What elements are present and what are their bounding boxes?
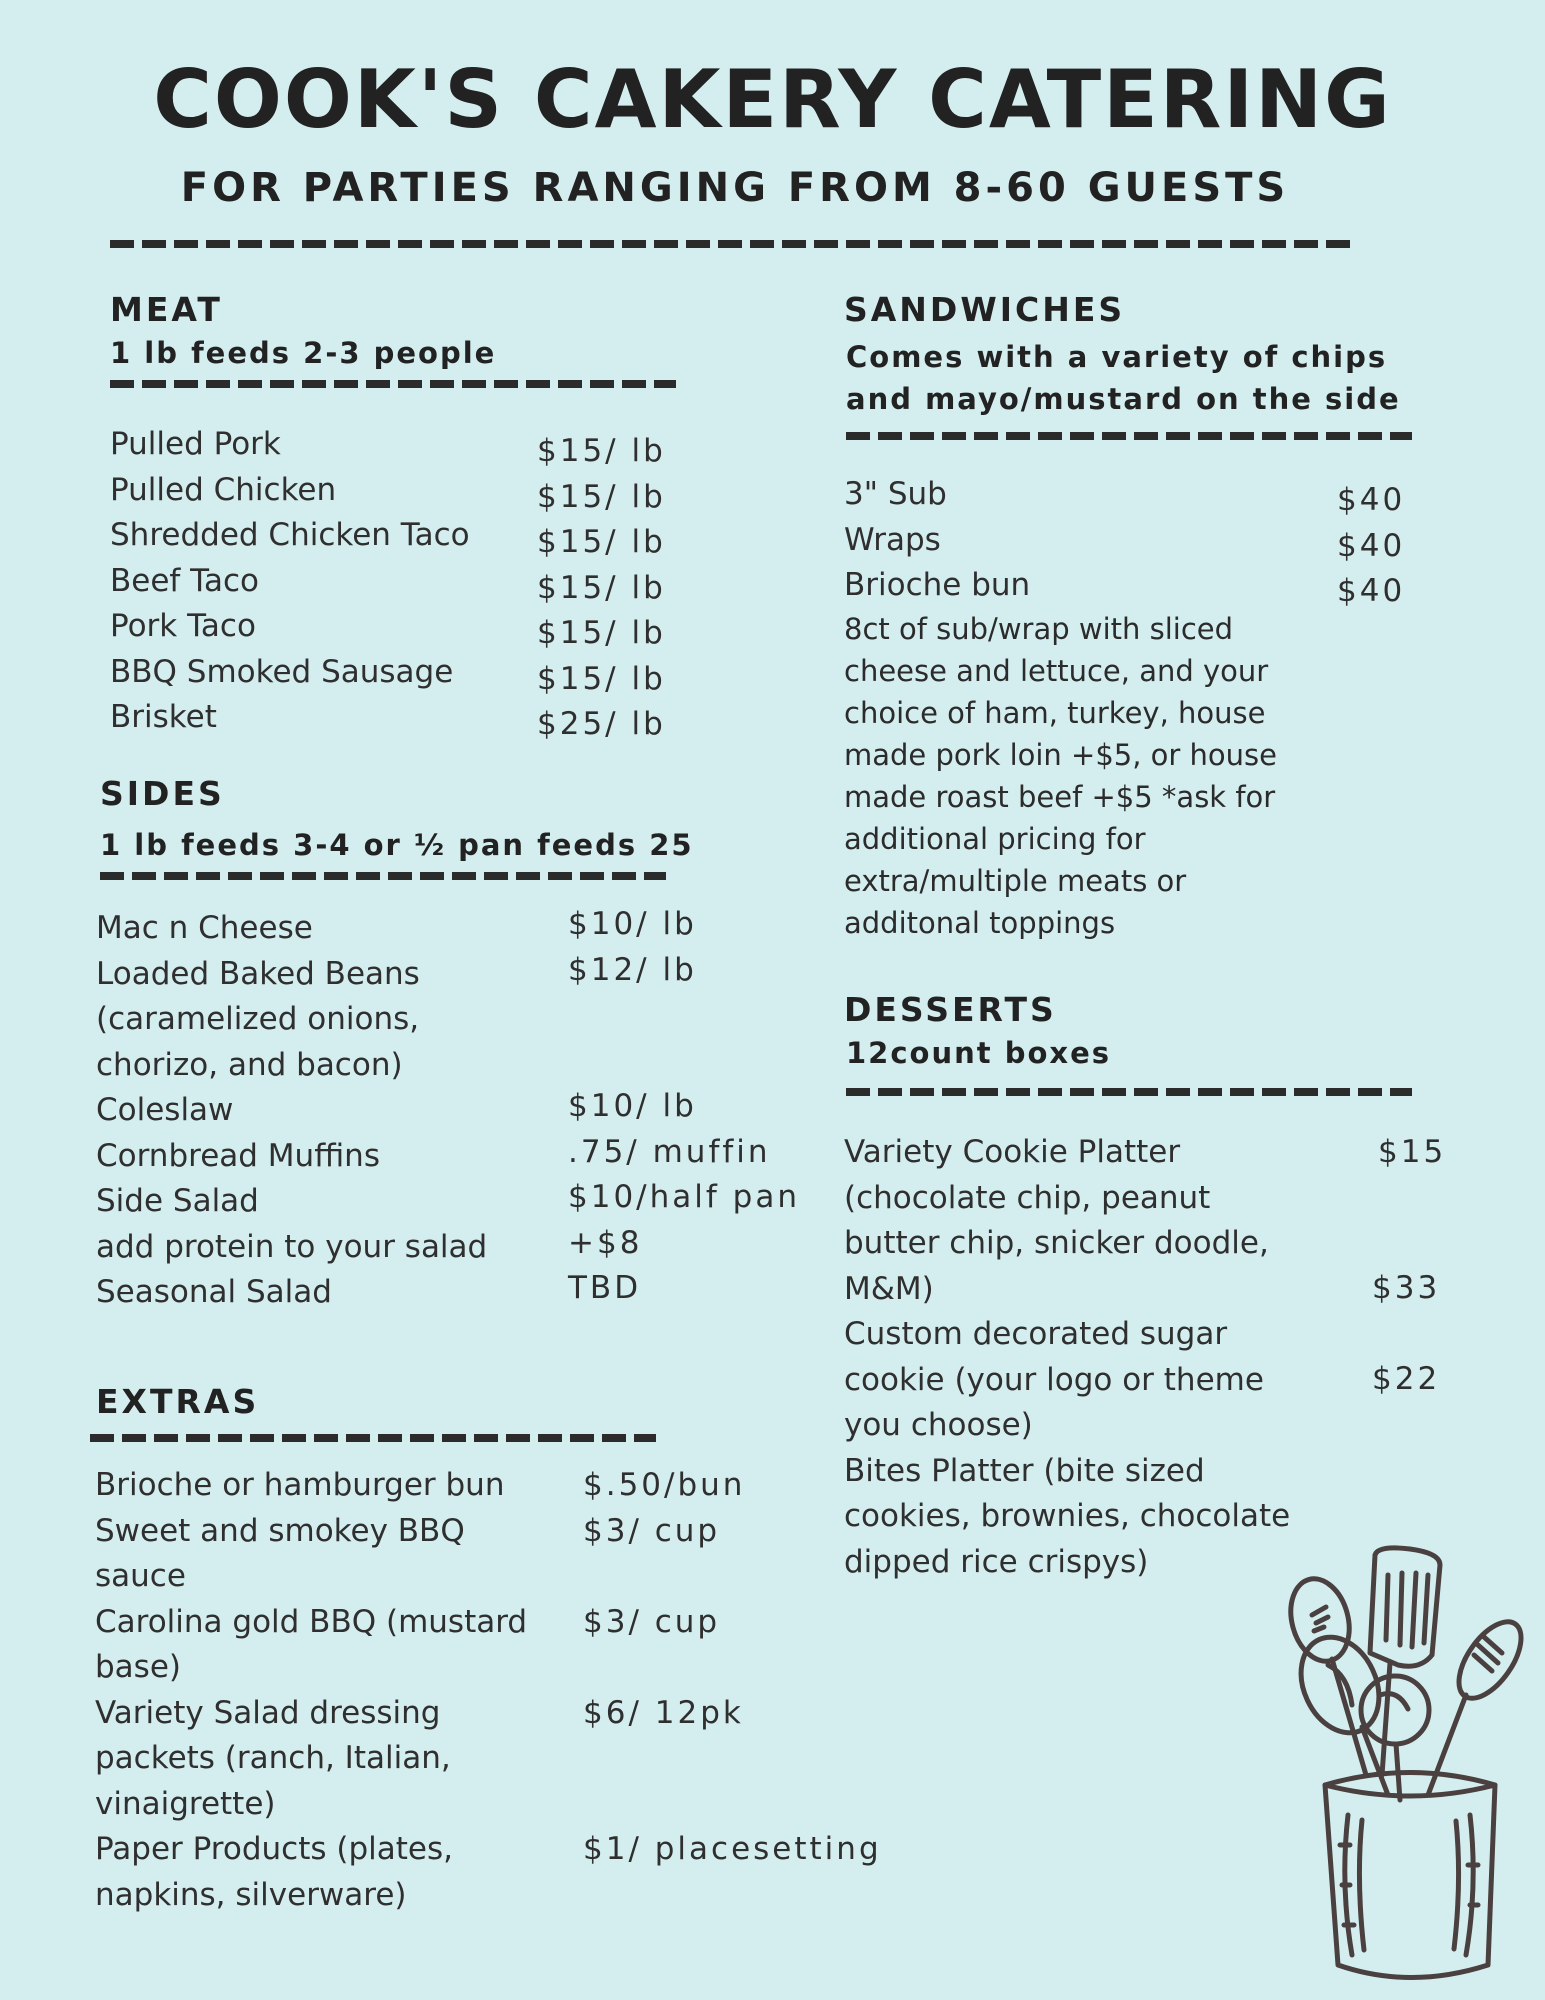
list-item (110, 695, 690, 741)
item-name: Carolina gold BBQ (mustard base) (95, 1603, 528, 1685)
item-name: Bites Platter (bite sized cookies, brownies, chocolate dipped rice crispys) (844, 1452, 1291, 1580)
item-price: $40 (1337, 527, 1406, 564)
item-price: $6/ 12pk (583, 1694, 744, 1731)
list-item (95, 1509, 895, 1600)
list-item (110, 559, 690, 605)
item-name: add protein to your salad (96, 1228, 488, 1265)
item-price: $10/ lb (568, 906, 697, 942)
extras-list (95, 1463, 895, 1918)
sides-heading: SIDES (100, 774, 225, 813)
item-name: 3" Sub (844, 476, 947, 512)
divider (846, 432, 1412, 440)
page-title: COOK'S CAKERY CATERING (153, 53, 1392, 146)
list-item (96, 1179, 816, 1225)
sandwiches-description: 8ct of sub/wrap with sliced cheese and lettuce, and your choice of ham, turkey, house made pork loin +$5, or house made roast beef +$5 *ask for additional pricing for extra/multiple meats or additonal toppings (844, 612, 1278, 940)
utensil-crock-icon (1270, 1545, 1540, 1995)
divider (100, 872, 666, 880)
item-name: BBQ Smoked Sausage (110, 653, 454, 690)
list-item (96, 1134, 816, 1180)
item-name: Brioche bun (844, 567, 1031, 603)
meat-list (110, 422, 690, 741)
item-price: $1/ placesetting (583, 1831, 882, 1867)
list-item (110, 650, 690, 696)
item-price: $.50/bun (583, 1467, 746, 1503)
list-item (95, 1463, 895, 1509)
item-name: Coleslaw (96, 1092, 234, 1128)
item-price: $15/ lb (537, 478, 666, 515)
item-name: Seasonal Salad (96, 1274, 332, 1310)
list-item (96, 1270, 816, 1316)
item-price: $33 (1372, 1270, 1441, 1306)
item-name: Pork Taco (110, 608, 256, 644)
item-name: Sweet and smokey BBQ sauce (95, 1512, 465, 1594)
item-price: $12/ lb (568, 951, 697, 988)
divider (846, 1088, 1412, 1096)
item-price: $3/ cup (583, 1512, 721, 1549)
list-item (96, 1225, 816, 1271)
item-price: $25/ lb (537, 706, 666, 742)
item-name: Paper Products (plates, napkins, silverware) (95, 1831, 453, 1913)
item-price: $15/ lb (537, 433, 666, 469)
item-price: $15/ lb (537, 524, 666, 560)
sandwiches-list (844, 472, 1434, 609)
item-name: Beef Taco (110, 562, 259, 599)
list-item (95, 1827, 895, 1918)
list-item (95, 1691, 895, 1828)
page-subtitle: FOR PARTIES RANGING FROM 8-60 GUESTS (180, 165, 1290, 211)
item-name: Brisket (110, 699, 217, 735)
item-price: +$8 (568, 1224, 643, 1261)
list-item (844, 472, 1434, 518)
meat-heading: MEAT (110, 290, 223, 329)
item-name: Custom decorated sugar cookie (your logo or theme you choose) (844, 1316, 1264, 1443)
item-name: Cornbread Muffins (96, 1137, 380, 1174)
desserts-list (844, 1130, 1447, 1585)
item-name: Pulled Pork (110, 426, 281, 462)
desserts-note: 12count boxes (846, 1036, 1112, 1070)
item-price: $15/ lb (537, 569, 666, 606)
item-price: TBD (568, 1270, 642, 1306)
list-item (844, 563, 1434, 609)
item-name: Pulled Chicken (110, 471, 337, 508)
item-price: .75/ muffin (568, 1133, 771, 1170)
item-name: Side Salad (96, 1183, 259, 1219)
item-name: Mac n Cheese (96, 910, 313, 946)
item-name: Wraps (844, 521, 941, 558)
list-item (844, 1130, 1447, 1312)
item-price: $15/ lb (537, 660, 666, 697)
list-item (95, 1600, 895, 1691)
list-item (844, 1270, 1444, 1449)
list-item (844, 518, 1434, 564)
list-item (110, 422, 690, 468)
list-item (96, 1088, 816, 1134)
item-price: $40 (1337, 482, 1406, 518)
sandwiches-heading: SANDWICHES (844, 290, 1126, 329)
item-name: Variety Cookie Platter (chocolate chip, peanut butter chip, snicker doodle, M&M) (844, 1134, 1269, 1307)
item-name: Shredded Chicken Taco (110, 517, 470, 553)
sides-note: 1 lb feeds 3-4 or ½ pan feeds 25 (100, 828, 694, 862)
item-price: $15 (1378, 1134, 1447, 1170)
divider (90, 1434, 656, 1442)
item-price: $10/half pan (568, 1179, 800, 1215)
item-name: Loaded Baked Beans (caramelized onions, chorizo, and bacon) (96, 955, 420, 1083)
divider (110, 380, 676, 388)
extras-heading: EXTRAS (96, 1382, 260, 1421)
list-item (110, 604, 690, 650)
list-item (96, 952, 816, 1089)
sides-list (96, 906, 816, 1316)
desserts-heading: DESSERTS (844, 990, 1057, 1029)
item-name: Variety Salad dressing packets (ranch, Italian, vinaigrette) (95, 1694, 451, 1822)
item-price: $15/ lb (537, 615, 666, 651)
list-item (110, 468, 690, 514)
meat-note: 1 lb feeds 2-3 people (110, 336, 497, 370)
item-price: $40 (1337, 573, 1406, 609)
list-item (110, 513, 690, 559)
divider (110, 240, 1352, 248)
item-price: $10/ lb (568, 1088, 697, 1124)
list-item (96, 906, 816, 952)
item-name: Brioche or hamburger bun (95, 1467, 505, 1503)
item-price: $22 (1372, 1360, 1441, 1397)
sandwiches-note: Comes with a variety of chips and mayo/mustard on the side (846, 340, 1401, 416)
item-price: $3/ cup (583, 1603, 721, 1640)
